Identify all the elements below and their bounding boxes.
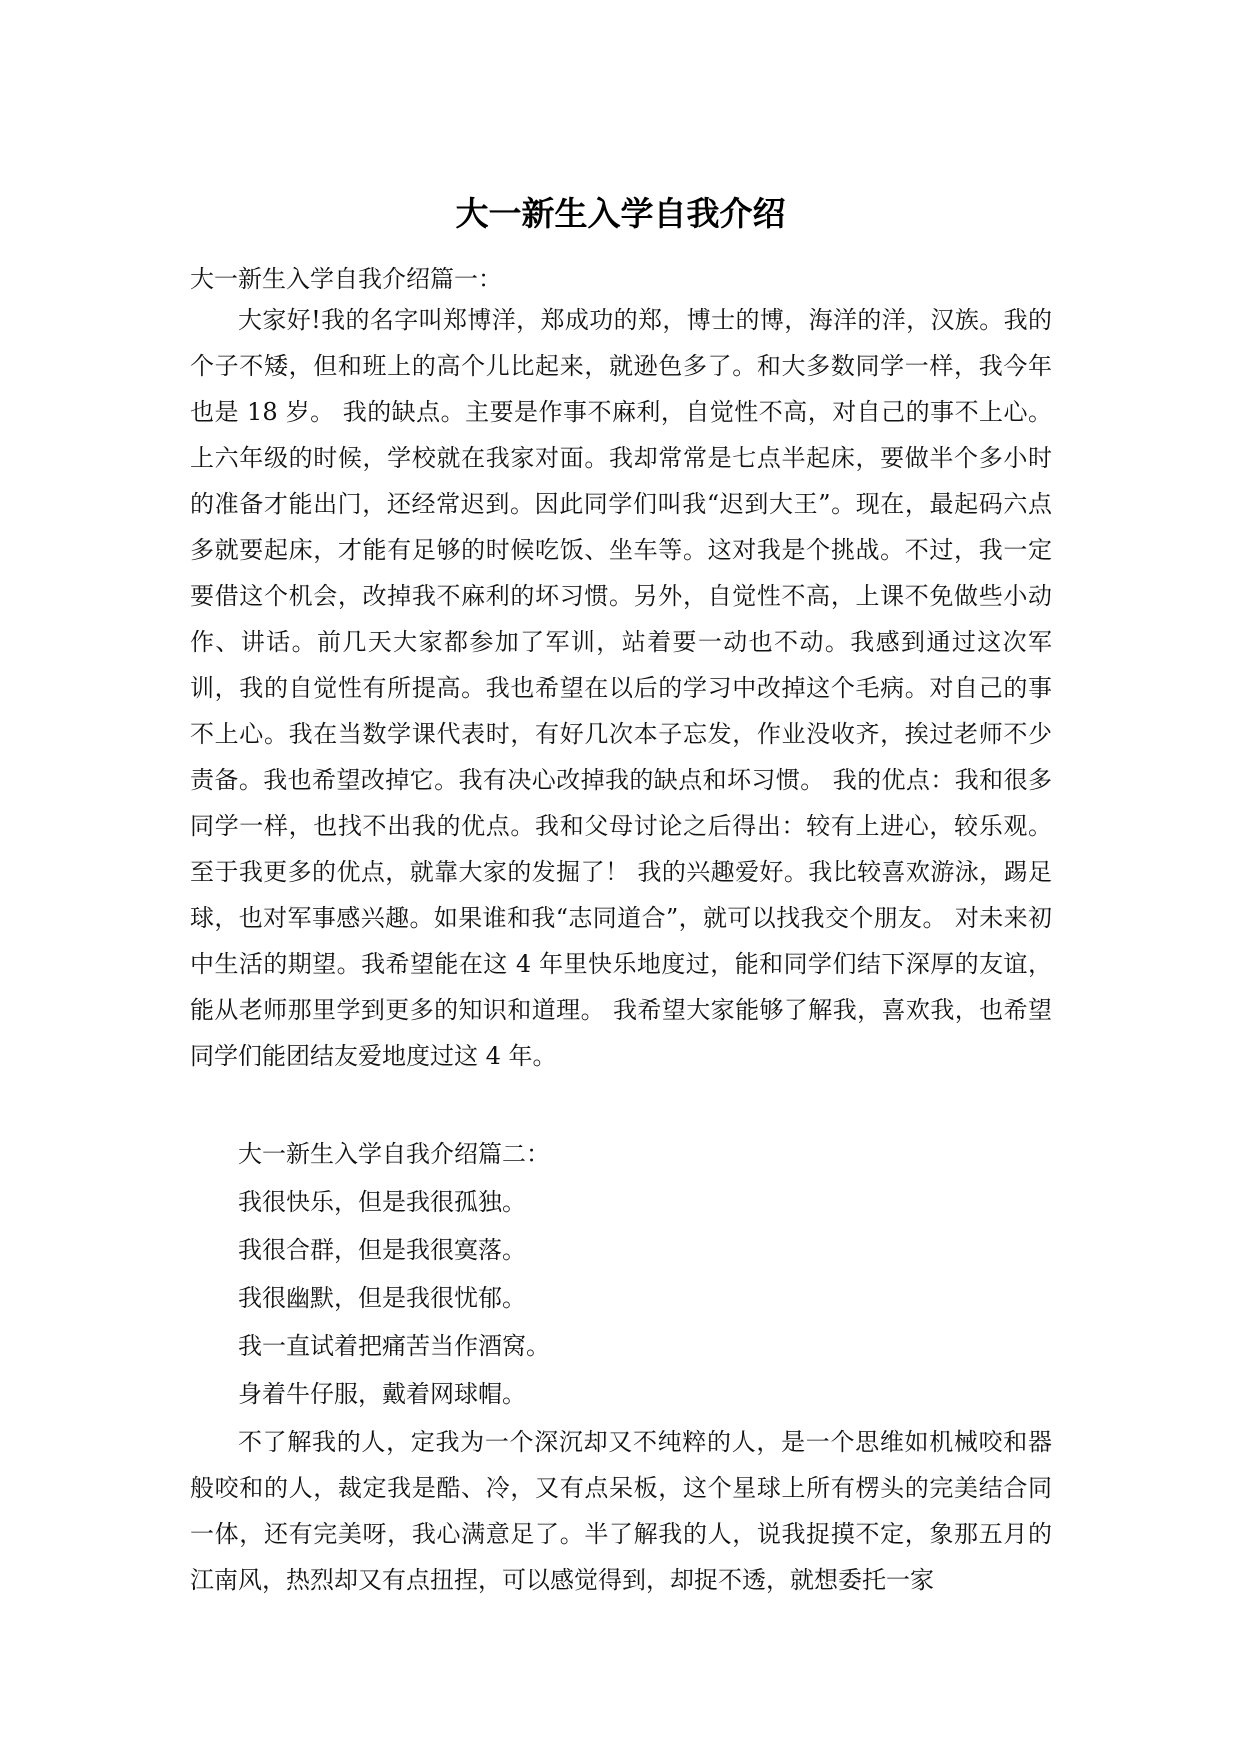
poem-line: 我很快乐，但是我很孤独。 bbox=[238, 1188, 526, 1216]
section-two-paragraph: 不了解我的人，定我为一个深沉却又不纯粹的人，是一个思维如机械咬和器般咬和的人，裁定我是酷、冷，又有点呆板，这个星球上所有楞头的完美结合同一体，还有完美呀，我心满意足了。半了解我的人，说我捉摸不定，象那五月的江南风，热烈却又有点扭捏，可以感觉得到，却捉不透，就想委托一家 bbox=[190, 1428, 1052, 1594]
section-one-heading: 大一新生入学自我介绍篇一： bbox=[190, 265, 502, 293]
section-two-heading: 大一新生入学自我介绍篇二： bbox=[238, 1140, 550, 1168]
document-title: 大一新生入学自我介绍 bbox=[455, 194, 786, 233]
section-one-paragraph: 大家好!我的名字叫郑博洋，郑成功的郑，博士的博，海洋的洋，汉族。我的个子不矮，但和班上的高个儿比起来，就逊色多了。和大多数同学一样，我今年也是 18 岁。 我的缺点。主要是作事不麻利，自觉性不高，对自己的事不上心。上六年级的时候，学校就在我家对面。我却常常是七点半起床，要做半个多小时的准备才能出门，还经常迟到。因此同学们叫我“迟到大王”。现在，最起码六点多就要起床，才能有足够的时候吃饭、坐车等。这对我是个挑战。不过，我一定要借这个机会，改掉我不麻利的坏习惯。另外，自觉性不高，上课不免做些小动作、讲话。前几天大家都参加了军训，站着要一动也不动。我感到通过这次军训，我的自觉性有所提高。我也希望在以后的学习中改掉这个毛病。对自己的事不上心。我在当数学课代表时，有好几次本子忘发，作业没收齐，挨过老师不少责备。我也希望改掉它。我有决心改掉我的缺点和坏习惯。 我的优点：我和很多同学一样，也找不出我的优点。我和父母讨论之后得出：较有上进心，较乐观。至于我更多的优点，就靠大家的发掘了！ 我的兴趣爱好。我比较喜欢游泳，踢足球，也对军事感兴趣。如果谁和我“志同道合”，就可以找我交个朋友。 对未来初中生活的期望。我希望能在这 4 年里快乐地度过，能和同学们结下深厚的友谊，能从老师那里学到更多的知识和道理。 我希望大家能够了解我，喜欢我，也希望同学们能团结友爱地度过这 4 年。 bbox=[190, 306, 1052, 1070]
poem-line: 我很幽默，但是我很忧郁。 bbox=[238, 1284, 526, 1312]
section-two-block bbox=[190, 1130, 1052, 1418]
poem-line: 身着牛仔服，戴着网球帽。 bbox=[238, 1380, 526, 1408]
poem-line: 我一直试着把痛苦当作酒窝。 bbox=[238, 1332, 550, 1360]
poem-line: 我很合群，但是我很寞落。 bbox=[238, 1236, 526, 1264]
